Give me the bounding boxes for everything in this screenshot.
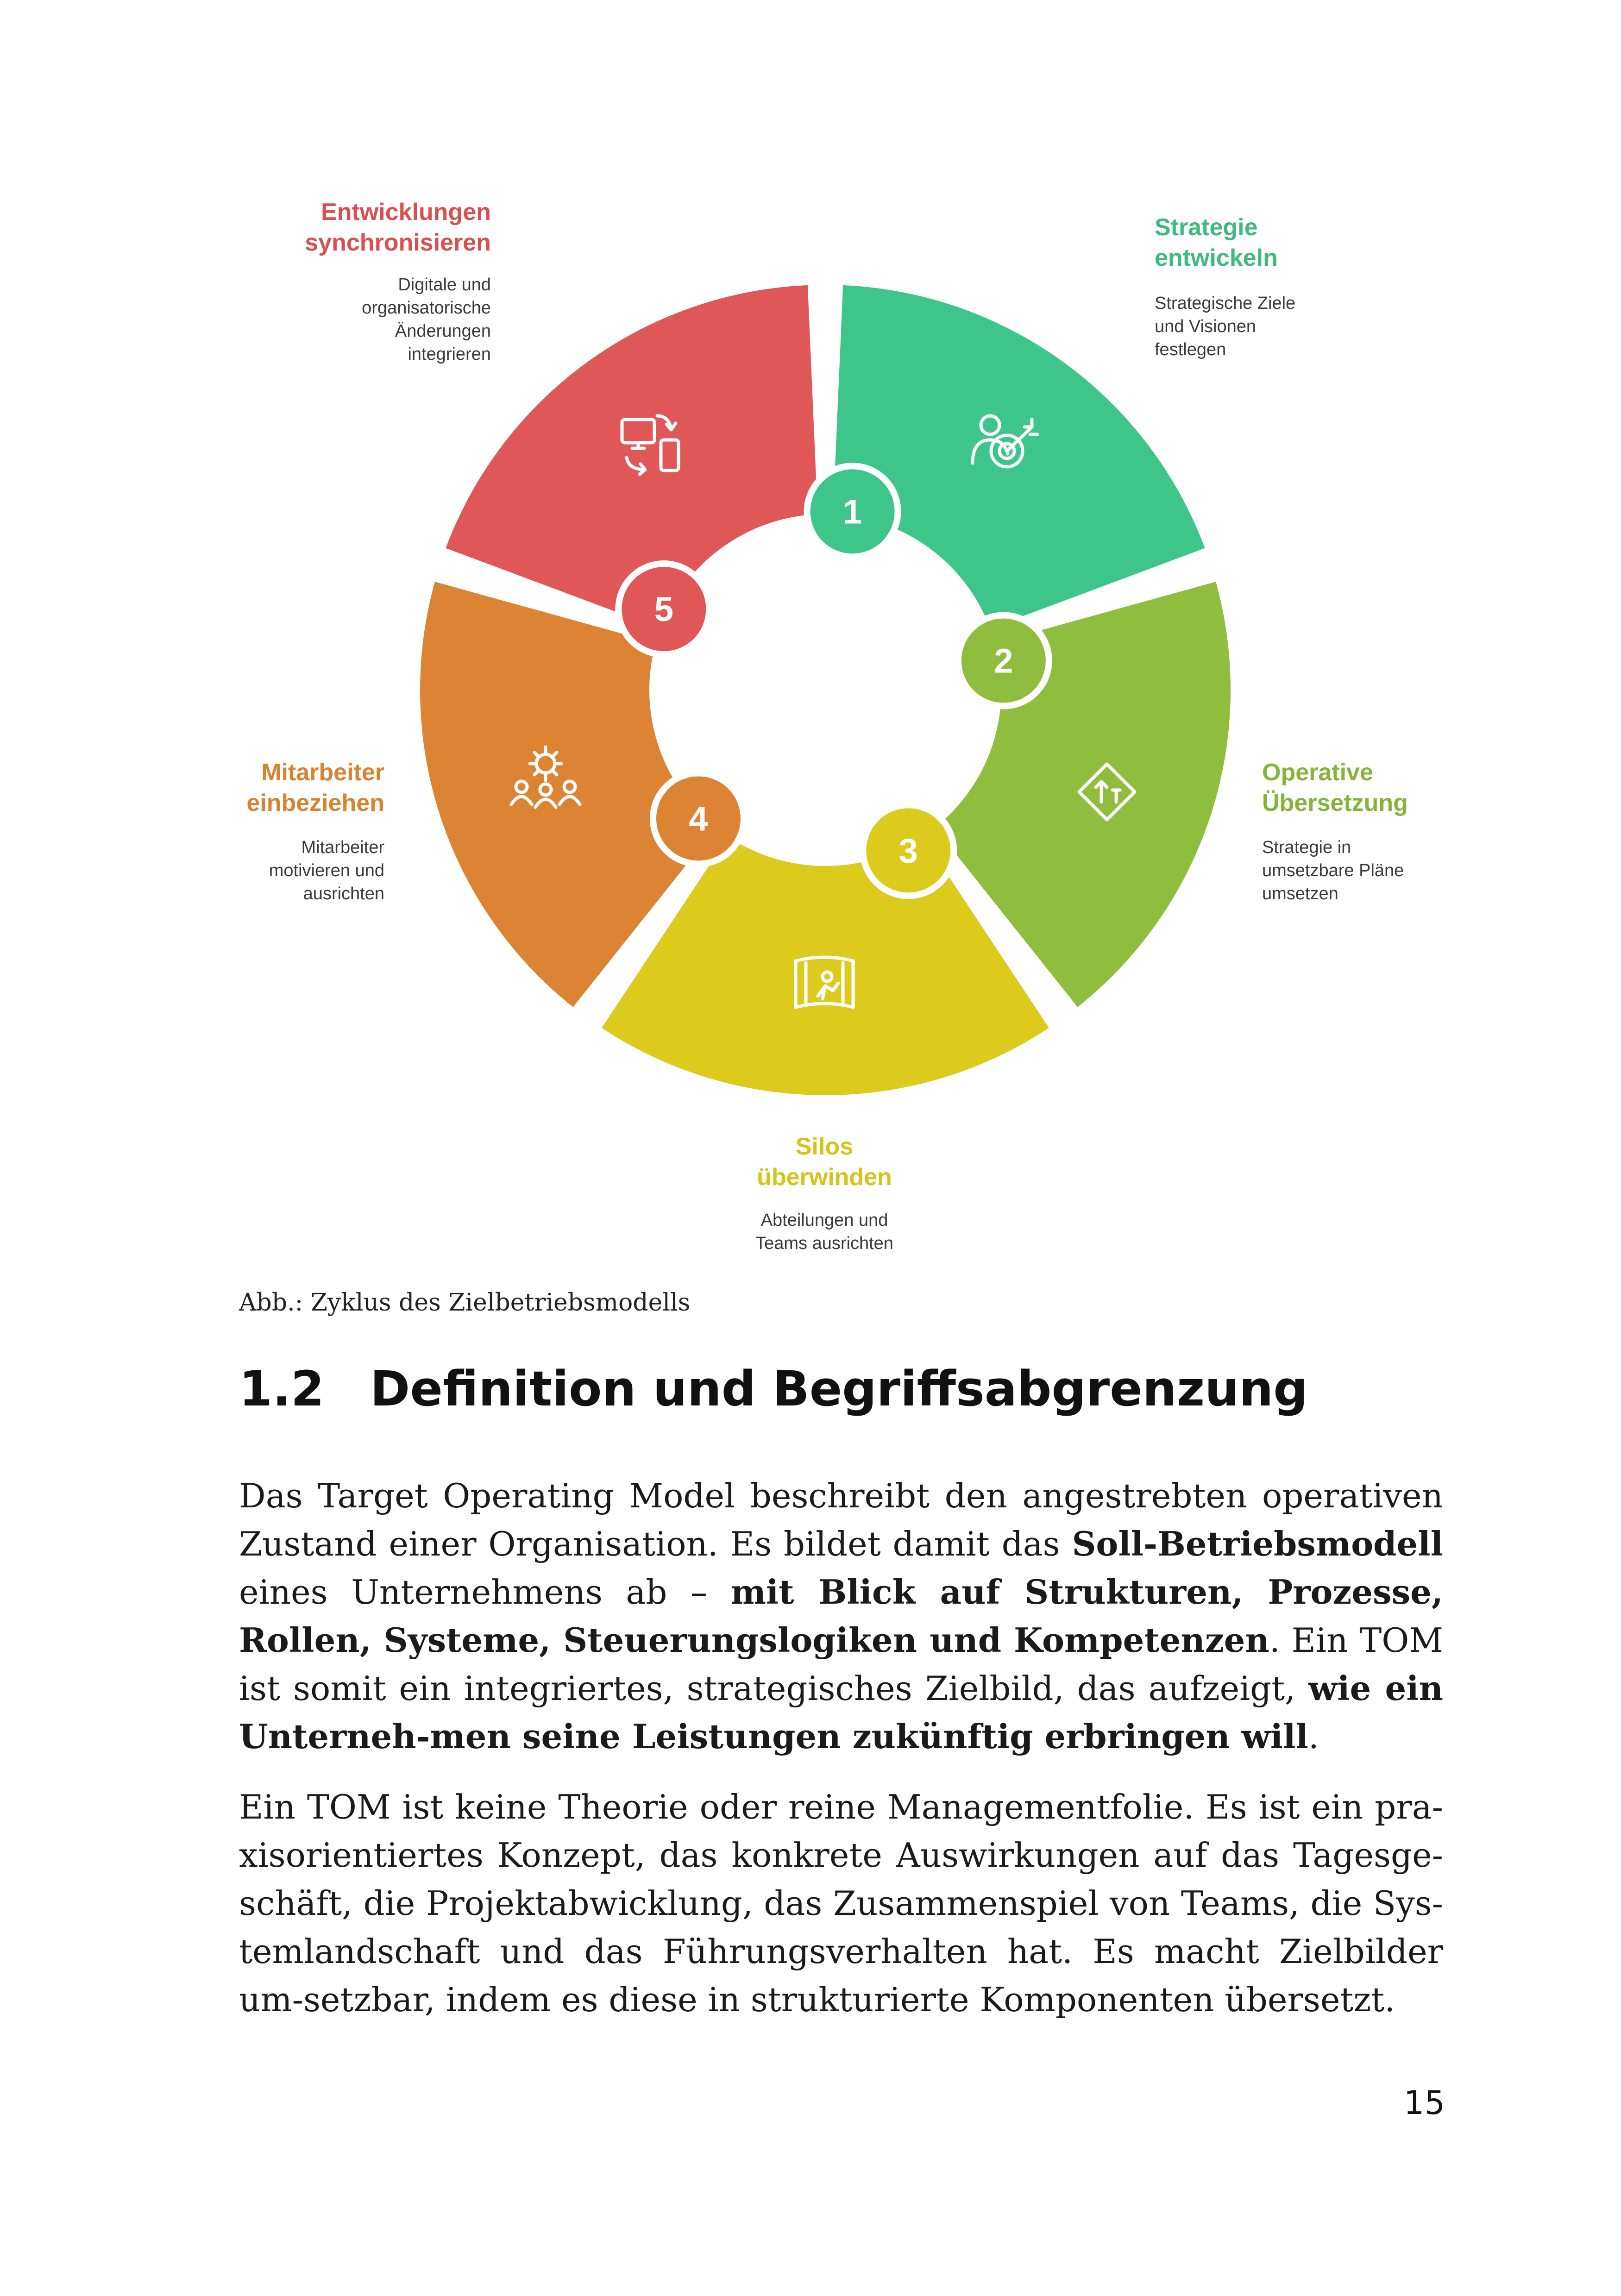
step-number-badge-1 [807,466,898,557]
figure-caption: Abb.: Zyklus des Zielbetriebsmodells [239,1289,691,1317]
step-2-title-line2: Übersetzung [1262,790,1408,816]
step-number-3: 3 [898,831,918,870]
step-2-desc-line2: umsetzbare Pläne [1262,861,1404,880]
step-number-badge-4 [653,773,744,864]
step-3-title [709,1131,940,1192]
paragraph-2: Ein TOM ist keine Theorie oder reine Managementfolie. Es ist ein pra-xisorientiertes Konzept, das konkrete Auswirkungen auf das Tagesge-schäft, die Projektabwicklung, das Zusammenspiel von Teams, die Sys-temlandschaft und das Führungsverhalten hat. Es macht Zielbilder um-setzbar, indem es diese in strukturierte Komponenten übersetzt. [239,1788,1443,2019]
step-3-desc-line1: Abteilungen und [760,1211,888,1230]
step-5-title-line2: synchronisieren [305,229,491,256]
step-number-badge-5 [618,564,709,654]
paragraph-1-text-3: . Ein TOM ist somit ein integriertes, strategisches Zielbild, das aufzeigt, [239,1621,1444,1708]
step-1-desc-line3: festlegen [1155,340,1226,359]
step-number-badge-2 [958,615,1049,706]
step-1-desc-line1: Strategische Ziele [1155,294,1296,313]
step-2-title [1262,757,1494,818]
section-title: Definition und Begriffsabgrenzung [370,1361,1308,1417]
cycle-segment-1 [833,285,1205,628]
step-5-title-line1: Entwicklungen [321,199,491,226]
step-1-title [1155,212,1386,273]
page-number: 15 [1403,2084,1445,2122]
step-4-title-line1: Mitarbeiter [261,759,384,786]
step-3-description [709,1209,940,1255]
step-2-desc-line1: Strategie in [1262,838,1351,857]
step-5-desc-line2: organisatorische [362,298,491,318]
step-4-desc-line3: ausrichten [303,884,384,903]
step-4-desc-line1: Mitarbeiter [301,838,384,857]
paragraph-1-bold-3: wie ein Unterneh-men seine Leistungen zukünftig erbringen will [239,1669,1443,1756]
step-2-description [1262,836,1494,905]
step-4-title [162,757,384,818]
step-4-desc-line2: motivieren und [269,861,384,880]
step-5-description [278,273,491,366]
step-1-title-line2: entwickeln [1155,245,1278,271]
paragraph-1 [239,1472,1443,1761]
step-number-badge-3 [863,805,954,896]
step-number-1: 1 [843,492,862,531]
paragraph-1-text-1: Das Target Operating Model beschreibt den angestrebten operativen Zustand einer Organisation. Es bildet damit das [239,1476,1443,1563]
step-1-desc-line2: und Visionen [1155,317,1257,336]
step-3-title-line2: überwinden [757,1164,892,1191]
step-5-desc-line1: Digitale und [398,275,491,295]
step-1-description [1155,292,1386,361]
paragraph-1-text-4: . [1308,1717,1319,1756]
step-5-title [278,197,491,258]
step-4-description [162,836,384,905]
step-3-desc-line2: Teams ausrichten [755,1234,893,1253]
step-4-title-line2: einbeziehen [246,790,384,816]
step-1-title-line1: Strategie [1155,214,1258,241]
step-5-desc-line4: integrieren [408,345,491,364]
paragraph-1-bold-2: mit Blick auf Strukturen, Prozesse, Rollen, Systeme, Steuerungslogiken und Kompetenzen [239,1572,1443,1660]
paragraph-1-bold-1: Soll-Betriebsmodell [1072,1524,1443,1563]
step-2-desc-line3: umsetzen [1262,884,1338,903]
step-2-title-line1: Operative [1262,759,1373,786]
step-number-2: 2 [994,641,1013,680]
step-number-4: 4 [689,799,708,838]
section-number: 1.2 [239,1361,325,1417]
step-5-desc-line3: Änderungen [395,321,491,341]
section-heading [239,1361,1308,1417]
paragraph-1-text-2: eines Unternehmens ab – [239,1573,731,1612]
step-number-5: 5 [654,590,673,629]
step-3-title-line1: Silos [795,1133,854,1160]
